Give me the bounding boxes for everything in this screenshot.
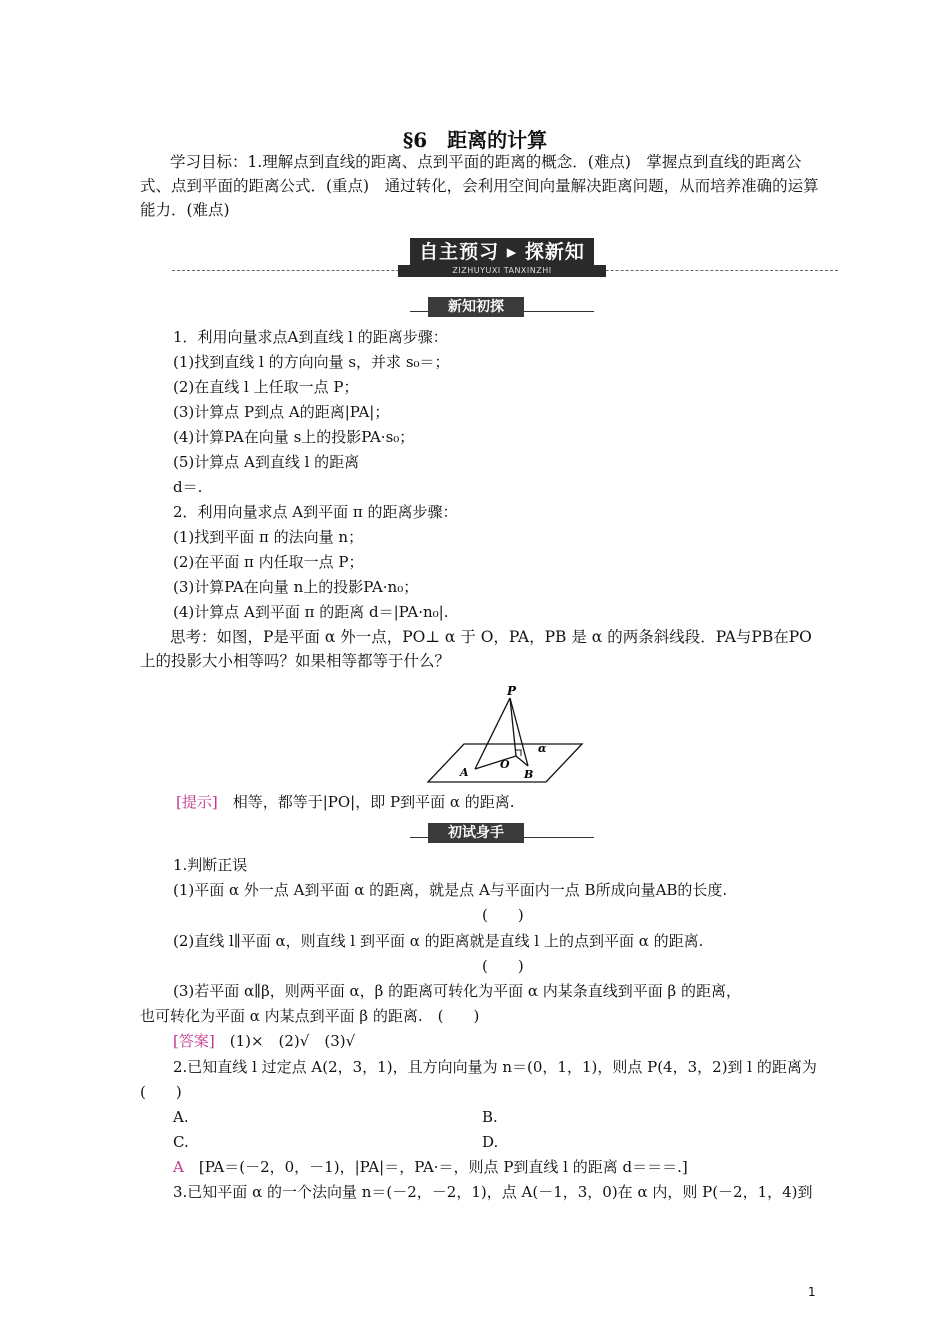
segment-PO (510, 698, 516, 756)
learning-objectives: 学习目标：1.理解点到直线的距离、点到平面的距离的概念．(难点) 掌握点到直线的距离公式、点到平面的距离公式．(重点) 通过转化，会利用空间向量解决距离问题，从而培养准确的运算能力．(难点) (140, 153, 819, 219)
right-angle-mark (516, 750, 521, 756)
hint-text: 相等，都等于|PO|，即 P到平面 α 的距离. (217, 793, 515, 811)
q1-statement-2: (2)直线 l∥平面 α，则直线 l 到平面 α 的距离就是直线 l 上的点到平面 α 的距离. (173, 932, 704, 950)
section-tag-try: 初试身手 (428, 823, 524, 843)
step-line-1: 1．利用向量求点A到直线 l 的距离步骤： (173, 328, 448, 346)
q2-option-a: A. (173, 1108, 189, 1126)
label-B: B (524, 768, 534, 781)
q1-answer-label: [答案] (173, 1032, 215, 1050)
q1-paren-1: ( ) (482, 906, 524, 924)
plane-step-2: (1)找到平面 π 的法向量 n； (173, 528, 364, 546)
q1-statement-1: (1)平面 α 外一点 A到平面 α 的距离，就是点 A与平面内一点 B所成向量AB的长度. (173, 881, 728, 899)
label-P: P (507, 684, 517, 698)
label-A: A (460, 766, 469, 779)
q1-statement-3a: (3)若平面 α∥β，则两平面 α，β 的距离可转化为平面 α 内某条直线到平面 β 的距离， (173, 982, 741, 1000)
label-alpha: α (538, 742, 547, 755)
page-number: 1 (808, 1285, 816, 1299)
step-line-5: (4)计算PA在向量 s上的投影PA·s₀； (173, 428, 415, 446)
q2-paren: ( ) (140, 1083, 182, 1101)
step-line-7: d＝. (173, 478, 203, 496)
q3-stem: 3.已知平面 α 的一个法向量 n＝(－2，－2，1)，点 A(－1，3，0)在 α 内，则 P(－2，1，4)到 (173, 1183, 813, 1201)
geometry-figure (420, 684, 600, 788)
q2-stem: 2.已知直线 l 过定点 A(2，3，1)，且方向向量为 n＝(0，1，1)，则点 P(4，3，2)到 l 的距离为 (173, 1058, 817, 1076)
segment-PB (510, 698, 528, 766)
step-line-4: (3)计算点 P到点 A的距离|PA|； (173, 403, 390, 421)
q1-statement-3b: 也可转化为平面 α 内某点到平面 β 的距离. ( ) (140, 1007, 480, 1025)
q2-answer-text: [PA＝(－2，0，－1)，|PA|＝，PA·＝，则点 P到直线 l 的距离 d＝＝＝.] (183, 1158, 688, 1176)
q2-answer-letter: A (173, 1158, 184, 1176)
step-line-2: (1)找到直线 l 的方向向量 s，并求 s₀＝； (173, 353, 450, 371)
q2-option-c: C. (173, 1133, 189, 1151)
plane-step-4: (3)计算PA在向量 n上的投影PA·n₀； (173, 578, 419, 596)
q2-option-b: B. (482, 1108, 498, 1126)
q1-answer-text: (1)× (2)√ (3)√ (214, 1032, 356, 1050)
q1-paren-2: ( ) (482, 957, 524, 975)
hint-label: [提示] (176, 793, 218, 811)
think-question: 思考：如图，P是平面 α 外一点，PO⊥ α 于 O，PA，PB 是 α 的两条斜线段．PA与PB在PO上的投影大小相等吗？如果相等都等于什么？ (140, 628, 812, 670)
plane-step-3: (2)在平面 π 内任取一点 P； (173, 553, 364, 571)
q1-head: 1.判断正误 (173, 856, 248, 874)
label-O: O (500, 758, 510, 771)
page-title: §6 距离的计算 (402, 128, 548, 152)
hint-line (176, 792, 515, 812)
q2-answer-line (173, 1157, 688, 1177)
section-banner-subtitle: ZIZHUYUXI TANXINZHI (398, 265, 606, 277)
step-line-3: (2)在直线 l 上任取一点 P； (173, 378, 359, 396)
section-banner: 自主预习 ▸ 探新知 (410, 238, 594, 266)
plane-step-1: 2．利用向量求点 A到平面 π 的距离步骤： (173, 503, 458, 521)
plane-step-5: (4)计算点 A到平面 π 的距离 d＝|PA·n₀|. (173, 603, 449, 621)
section-tag-new-knowledge: 新知初探 (428, 297, 524, 317)
q1-answer-line (173, 1031, 355, 1051)
step-line-6: (5)计算点 A到直线 l 的距离 (173, 453, 360, 471)
q2-option-d: D. (482, 1133, 499, 1151)
